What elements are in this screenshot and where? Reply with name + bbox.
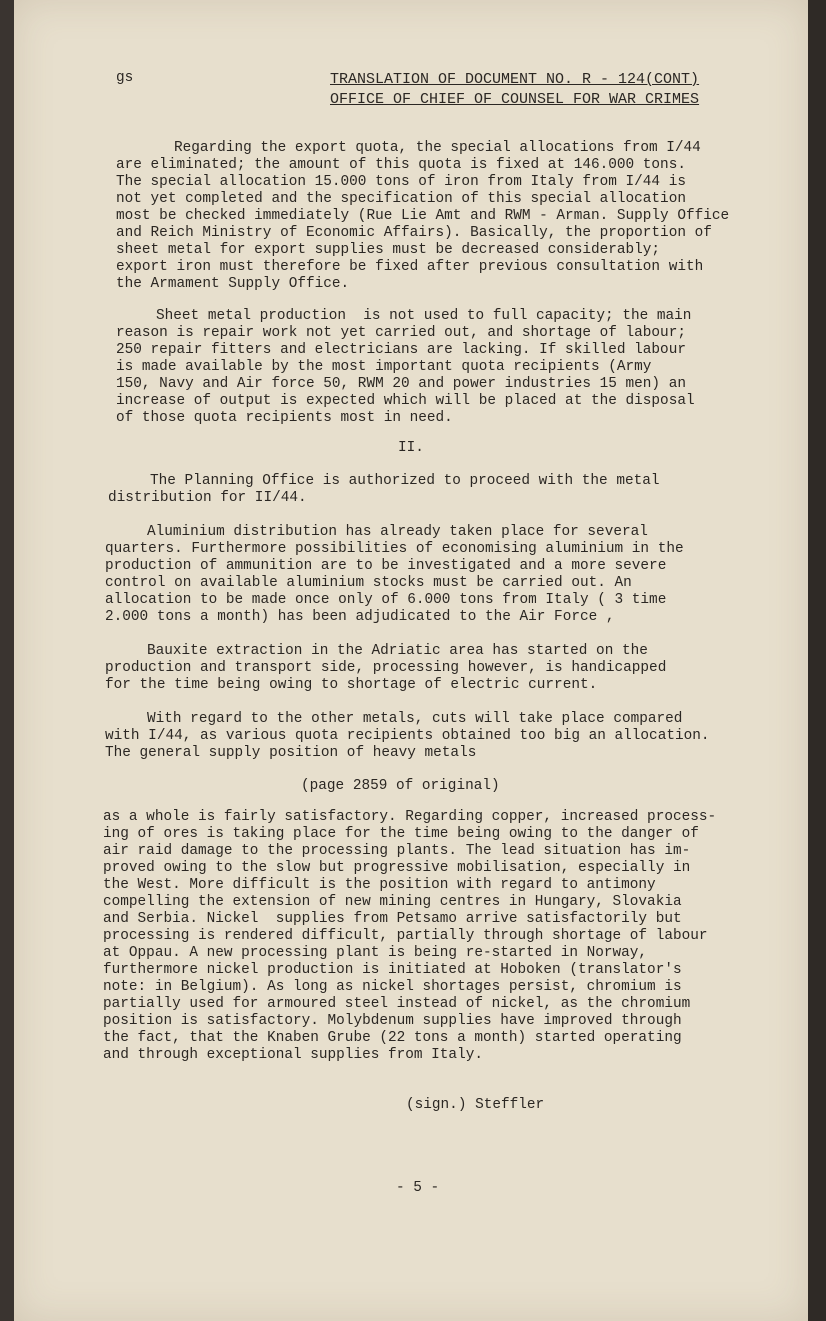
paragraph-line: reason is repair work not yet carried out, and shortage of labour;	[116, 325, 686, 341]
paragraph-line: The general supply position of heavy metals	[105, 745, 477, 761]
paragraph-line: 250 repair fitters and electricians are lacking. If skilled labour	[116, 342, 686, 358]
paragraph-line: The special allocation 15.000 tons of iron from Italy from I/44 is	[116, 174, 686, 190]
paragraph-line: note: in Belgium). As long as nickel shortages persist, chromium is	[103, 979, 682, 995]
paragraph-line: and through exceptional supplies from Italy.	[103, 1047, 483, 1063]
header-title-line1: TRANSLATION OF DOCUMENT NO. R - 124(CONT)	[330, 71, 700, 88]
paragraph-line: processing is rendered difficult, partially through shortage of labour	[103, 928, 708, 944]
page-reference: (page 2859 of original)	[301, 778, 500, 794]
header-title-line2: OFFICE OF CHIEF OF COUNSEL FOR WAR CRIMES	[330, 91, 700, 108]
paragraph-line: partially used for armoured steel instead of nickel, as the chromium	[103, 996, 691, 1012]
paragraph-line: 150, Navy and Air force 50, RWM 20 and power industries 15 men) an	[116, 376, 686, 392]
paragraph-line: Sheet metal production is not used to full capacity; the main	[156, 308, 692, 324]
paragraph-line: Bauxite extraction in the Adriatic area has started on the	[147, 643, 648, 659]
paragraph-line: is made available by the most important quota recipients (Army	[116, 359, 652, 375]
paragraph-line: compelling the extension of new mining centres in Hungary, Slovakia	[103, 894, 682, 910]
paragraph-line: Regarding the export quota, the special allocations from I/44	[174, 140, 701, 156]
header-initials: gs	[116, 70, 134, 86]
paragraph-line: production and transport side, processing however, is handicapped	[105, 660, 667, 676]
paragraph-line: allocation to be made once only of 6.000 tons from Italy ( 3 time	[105, 592, 667, 608]
paragraph-line: The Planning Office is authorized to proceed with the metal	[150, 473, 660, 489]
paragraph-line: with I/44, as various quota recipients obtained too big an allocation.	[105, 728, 710, 744]
paragraph-line: quarters. Furthermore possibilities of economising aluminium in the	[105, 541, 684, 557]
section-number: II.	[398, 440, 424, 456]
paragraph-line: the Armament Supply Office.	[116, 276, 350, 292]
paragraph-line: ing of ores is taking place for the time being owing to the danger of	[103, 826, 699, 842]
document-page	[14, 0, 808, 1321]
right-edge	[808, 0, 826, 1321]
signature: (sign.) Steffler	[406, 1097, 545, 1113]
paragraph-line: the West. More difficult is the position with regard to antimony	[103, 877, 656, 893]
paragraph-line: increase of output is expected which will be placed at the disposal	[116, 393, 695, 409]
paragraph-line: the fact, that the Knaben Grube (22 tons a month) started operating	[103, 1030, 682, 1046]
paragraph-line: control on available aluminium stocks must be carried out. An	[105, 575, 632, 591]
paragraph-line: are eliminated; the amount of this quota is fixed at 146.000 tons.	[116, 157, 686, 173]
paragraph-line: of those quota recipients most in need.	[116, 410, 453, 426]
paragraph-line: 2.000 tons a month) has been adjudicated to the Air Force ,	[105, 609, 615, 625]
paragraph-line: as a whole is fairly satisfactory. Regarding copper, increased process-	[103, 809, 717, 825]
paragraph-line: not yet completed and the specification of this special allocation	[116, 191, 686, 207]
paragraph-line: and Reich Ministry of Economic Affairs). Basically, the proportion of	[116, 225, 712, 241]
paragraph-line: proved owing to the slow but progressive mobilisation, especially in	[103, 860, 691, 876]
binding-edge	[0, 0, 14, 1321]
paragraph-line: With regard to the other metals, cuts will take place compared	[147, 711, 683, 727]
paragraph-line: distribution for II/44.	[108, 490, 307, 506]
paragraph-line: air raid damage to the processing plants. The lead situation has im-	[103, 843, 691, 859]
paragraph-line: production of ammunition are to be investigated and a more severe	[105, 558, 667, 574]
paragraph-line: sheet metal for export supplies must be decreased considerably;	[116, 242, 661, 258]
paragraph-line: position is satisfactory. Molybdenum supplies have improved through	[103, 1013, 682, 1029]
paragraph-line: Aluminium distribution has already taken place for several	[147, 524, 648, 540]
paragraph-line: and Serbia. Nickel supplies from Petsamo arrive satisfactorily but	[103, 911, 682, 927]
page-number: - 5 -	[396, 1180, 440, 1196]
paragraph-line: most be checked immediately (Rue Lie Amt and RWM - Arman. Supply Office	[116, 208, 730, 224]
paragraph-line: for the time being owing to shortage of electric current.	[105, 677, 598, 693]
paragraph-line: export iron must therefore be fixed after previous consultation with	[116, 259, 704, 275]
paragraph-line: at Oppau. A new processing plant is being re-started in Norway,	[103, 945, 648, 961]
paragraph-line: furthermore nickel production is initiated at Hoboken (translator's	[103, 962, 682, 978]
